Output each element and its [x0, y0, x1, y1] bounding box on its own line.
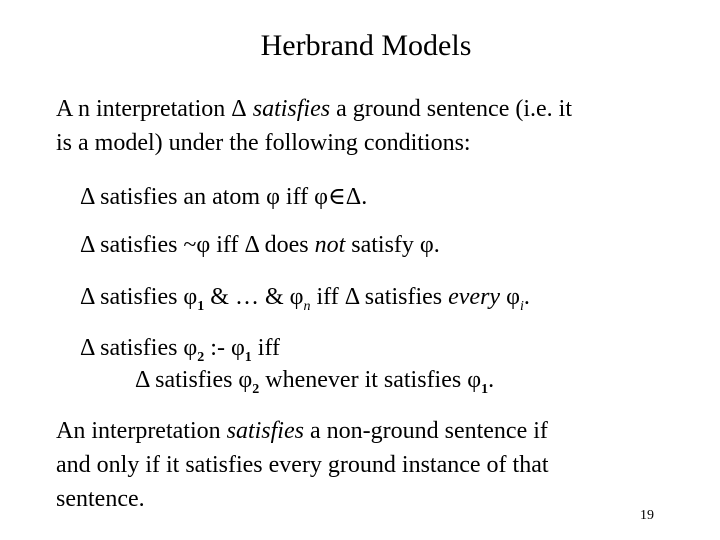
subscript: 1	[197, 299, 205, 314]
condition-rule	[80, 333, 280, 367]
condition-emphasis: not	[314, 232, 346, 258]
condition-text: iff Δ satisfies	[310, 284, 449, 310]
condition-text: Δ satisfies φ	[80, 284, 198, 310]
condition-text: .	[523, 284, 530, 310]
closing-line-2: and only if it satisfies every ground instance of that	[56, 452, 549, 478]
condition-rule-continuation	[135, 365, 494, 399]
page-number: 19	[640, 508, 654, 523]
condition-text: iff	[251, 335, 281, 361]
intro-text: a ground sentence (i.e. it	[330, 96, 572, 122]
condition-text: whenever it satisfies φ	[259, 367, 482, 393]
condition-negation	[80, 230, 440, 261]
condition-atom: Δ satisfies an atom φ iff φ∈Δ.	[80, 184, 368, 210]
subscript: n	[303, 299, 311, 314]
closing-emphasis: satisfies	[226, 418, 304, 444]
closing-text: a non-ground sentence if	[303, 418, 548, 444]
condition-text: :- φ	[204, 335, 245, 361]
condition-text: Δ satisfies φ	[135, 367, 253, 393]
subscript: 1	[481, 382, 489, 397]
slide-title: Herbrand Models	[260, 29, 472, 62]
subscript: i	[519, 299, 524, 314]
closing-line-3: sentence.	[56, 486, 145, 512]
condition-text: Δ satisfies ~φ iff Δ does	[80, 232, 315, 258]
condition-emphasis: every	[448, 284, 501, 310]
subscript: 1	[244, 350, 252, 365]
intro-line-1	[56, 94, 572, 125]
intro-emphasis: satisfies	[246, 96, 331, 122]
condition-conjunction	[80, 282, 530, 316]
delta-symbol: Δ	[231, 96, 247, 122]
subscript: 2	[197, 350, 205, 365]
condition-text: satisfy φ.	[345, 232, 440, 258]
closing-text: An interpretation	[56, 418, 227, 444]
condition-text: φ	[500, 284, 520, 310]
intro-line-2: is a model) under the following conditions:	[56, 130, 471, 156]
closing-line-1	[56, 416, 548, 447]
condition-text: & … & φ	[204, 284, 304, 310]
intro-text: A n interpretation	[56, 96, 232, 122]
condition-text: Δ satisfies φ	[80, 335, 198, 361]
subscript: 2	[252, 382, 260, 397]
condition-text: .	[488, 367, 495, 393]
